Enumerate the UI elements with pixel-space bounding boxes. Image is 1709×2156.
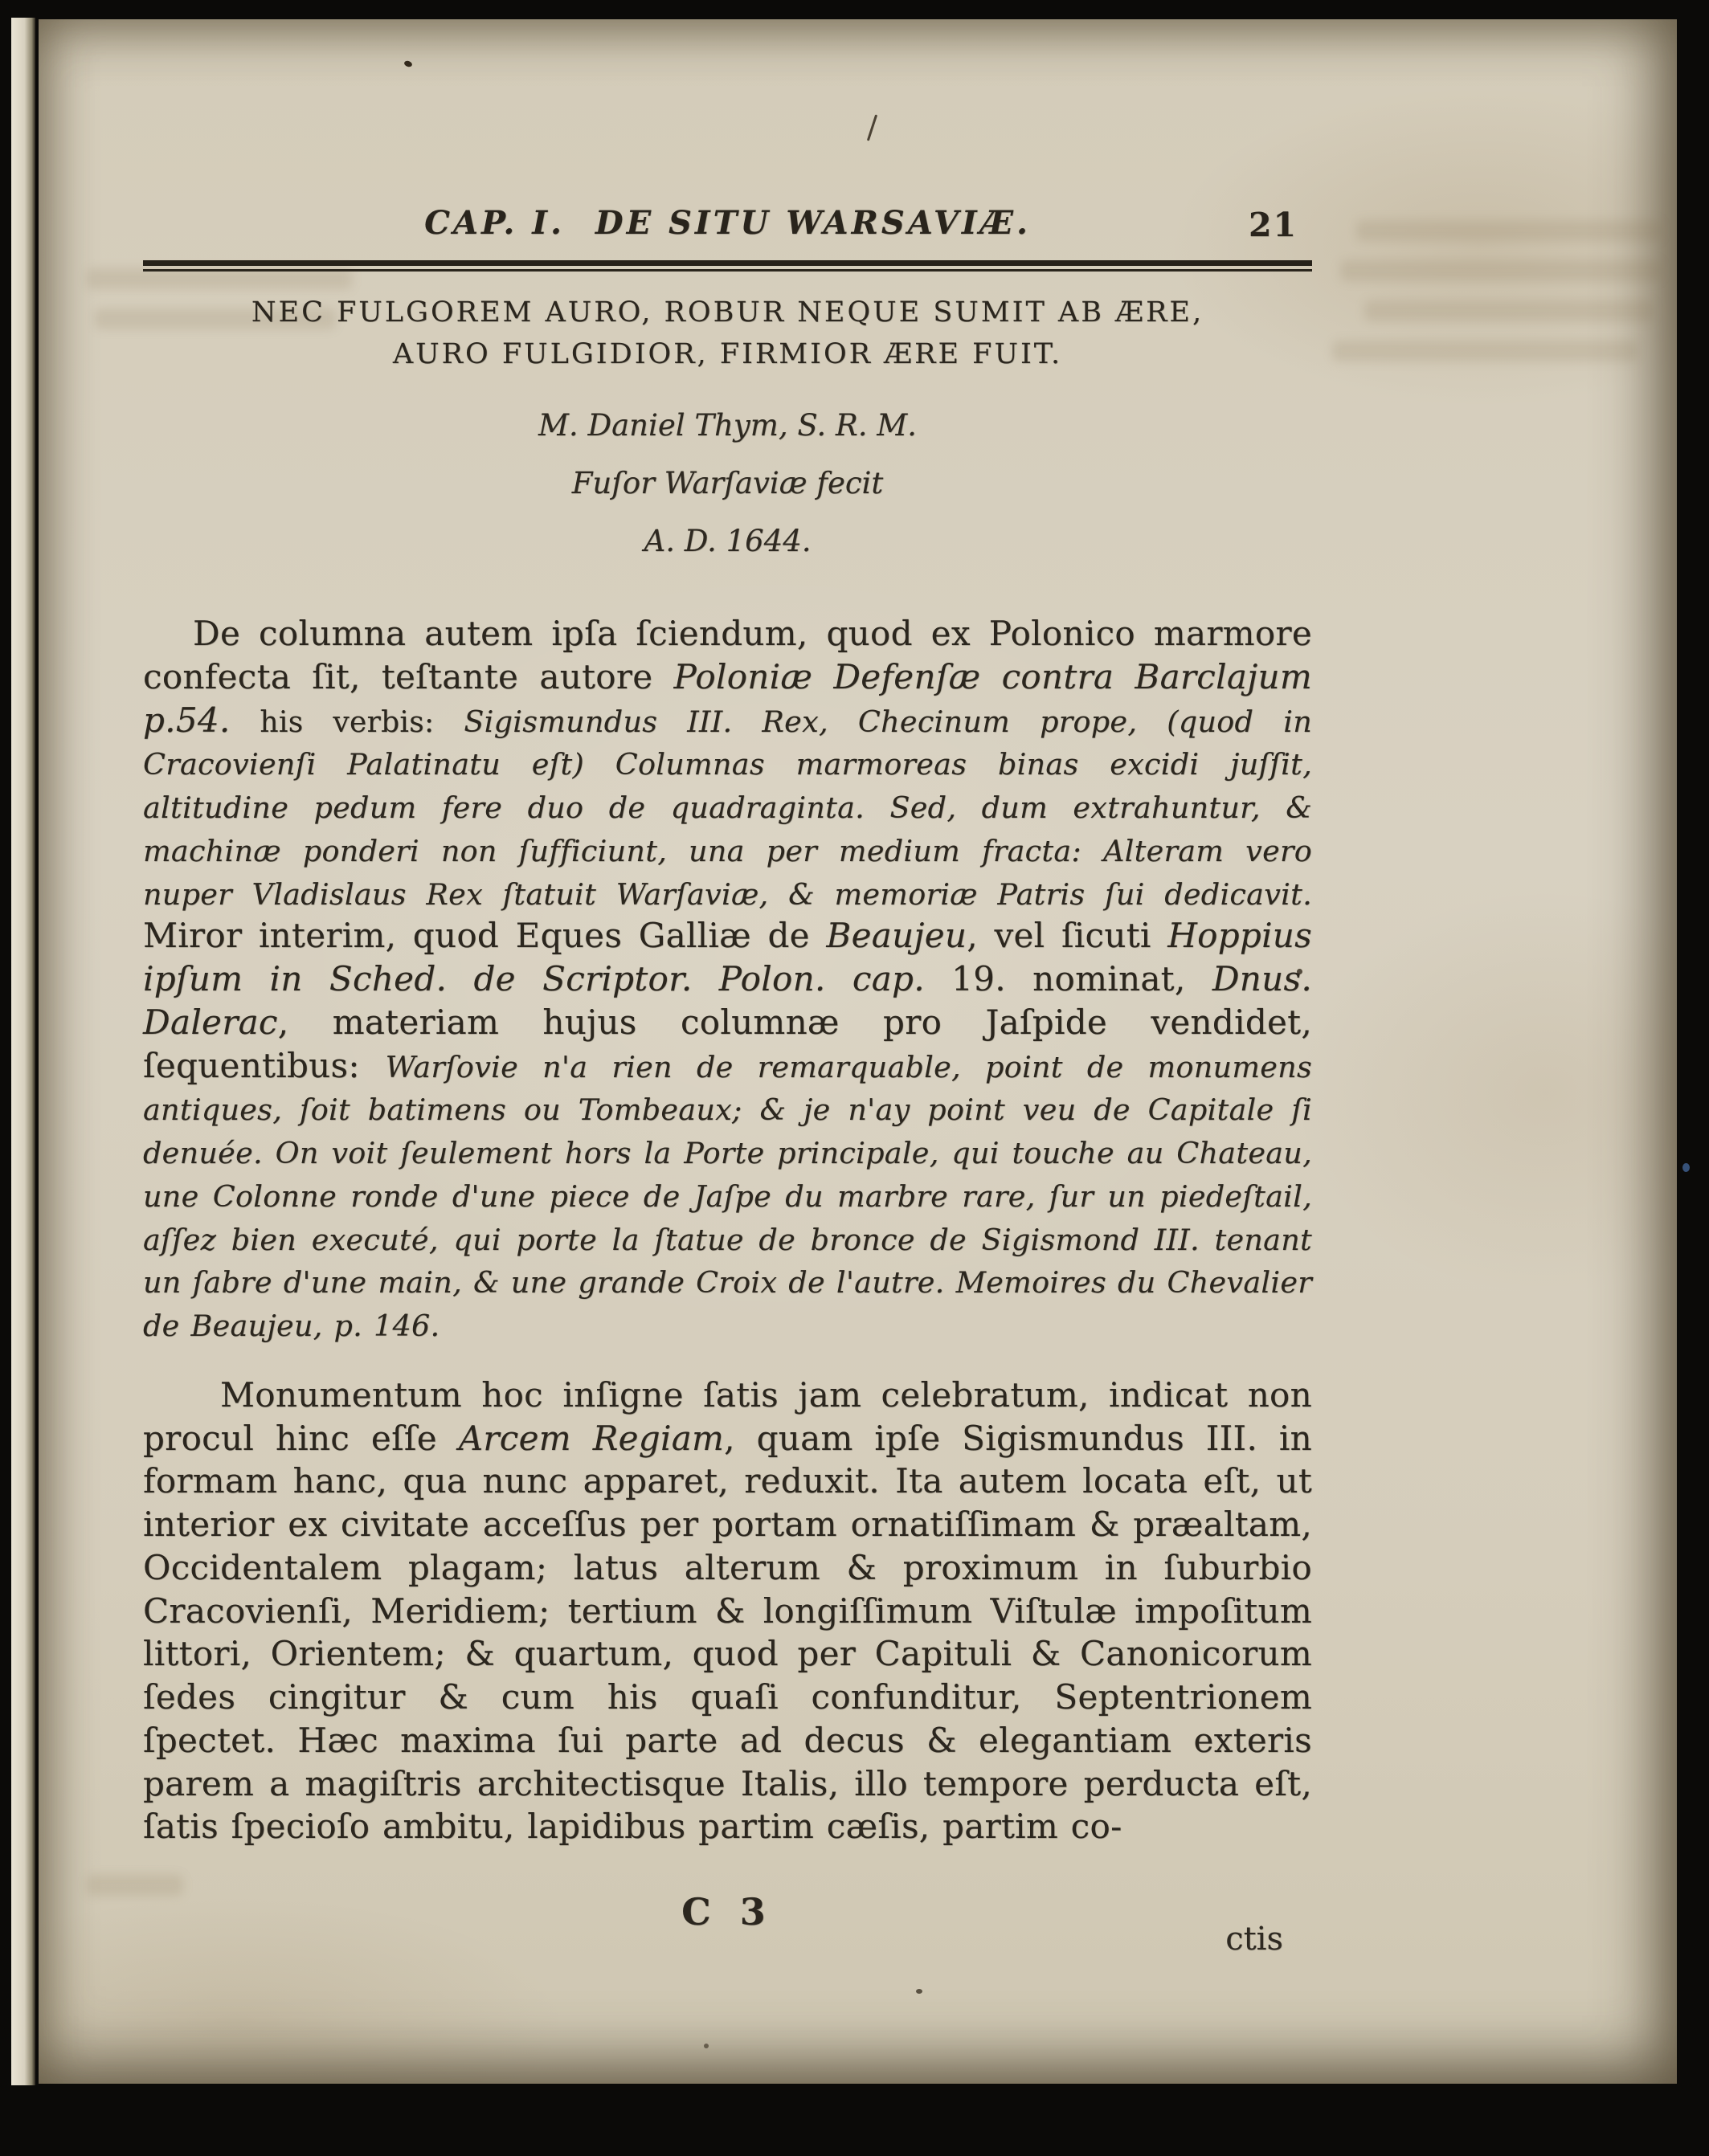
epigraph	[143, 292, 1312, 376]
body-text	[143, 612, 1312, 1848]
attribution-date: A. D. 1644.	[644, 523, 812, 558]
ink-speck	[704, 2044, 709, 2048]
epigraph-line-1: NEC FULGOREM AURO, ROBUR NEQUE SUMIT AB ÆRE,	[251, 296, 1204, 329]
signature-mark: C 3	[681, 1890, 774, 1934]
text-run: Dnus. Dalerac	[143, 959, 1312, 1042]
catchword: ctis	[1225, 1921, 1283, 1958]
text-run: Sigismundus III. Rex, Checinum prope, (quod in Cracovienſi Palatinatu eſt) Columnas marmoreas binas excidi juſſit, altitudine pedum fere duo de quadraginta. Sed, dum extrahuntur, & machinæ ponderi non ſufficiunt, una per medium fracta: Alteram vero nuper Vladislaus Rex ſtatuit Warſaviæ, & memoriæ Patris ſui dedicavit.	[143, 704, 1313, 912]
footer-row	[143, 1890, 1312, 1987]
text-run: , quam ipſe Sigismundus III. in formam hanc, qua nunc apparet, reduxit. Ita autem locata eſt, ut interior ex civitate acceſſus per portam ornatiſſimam & præaltam, Occidentalem plagam; latus alterum & proximum in ſuburbio Cracovienſi, Meridiem; tertium & longiſſimum Viſtulæ impoſitum littori, Orientem; & quartum, quod per Capituli & Canonicorum ſedes cingitur & cum his quaſi confunditur, Septentrionem ſpectet. Hæc maxima ſui parte ad decus & elegantiam exteris parem a magiſtris architectisque Italis, illo tempore perducta eſt, ſatis ſpecioſo ambitu, lapidibus partim cæſis, partim co-	[143, 1418, 1312, 1847]
bleedthrough-smudge	[1340, 260, 1662, 281]
page-edge-strip	[11, 18, 35, 2085]
text-run: Hoppius ipſum in Sched. de Scriptor. Polon. cap.	[143, 916, 1313, 999]
running-head-row	[143, 204, 1312, 249]
page-paper	[39, 19, 1677, 2084]
paragraph-2	[143, 1374, 1312, 1848]
text-run: , vel ſicuti	[967, 916, 1168, 956]
text-run: Warſovie n'a rien de remarquable, point de monumens antiques, ſoit batimens ou Tombeaux; & je n'ay point veu de Capitale ſi denuée. On voit ſeulement hors la Porte principale, qui touche au Chateau, une Colonne ronde d'une piece de Jaſpe du marbre rare, ſur un piedeſtail, aſſez bien executé, qui porte la ſtatue de bronce de Sigismond III. tenant un ſabre d'une main, & une grande Croix de l'autre. Memoires du Chevalier de Beaujeu, p. 146.	[143, 1049, 1312, 1344]
text-run: his verbis:	[230, 705, 464, 739]
text-run: Beaujeu	[826, 916, 967, 956]
ink-speck-blue	[1682, 1163, 1690, 1172]
ink-speck	[916, 1989, 922, 1994]
text-run: Monumentum hoc inſigne ſatis jam celebratum, indicat non procul hinc eſſe	[143, 1374, 1312, 1458]
text-block	[143, 19, 1312, 1987]
text-run: Poloniæ Defenſæ contra Barclajum p.54.	[143, 656, 1312, 740]
attribution-role: Fuſor Warſaviæ fecit	[571, 465, 884, 500]
text-run: Arcem Regiam	[458, 1418, 725, 1458]
page-number: 21	[1248, 206, 1298, 244]
paragraph-1	[143, 612, 1312, 1346]
attribution-author: M. Daniel Thym, S. R. M.	[538, 407, 917, 443]
head-rule-divider	[143, 260, 1312, 272]
running-head	[143, 204, 1312, 242]
attribution	[143, 397, 1312, 570]
epigraph-line-2: AURO FULGIDIOR, FIRMIOR ÆRE FUIT.	[392, 337, 1063, 370]
bleedthrough-smudge	[1332, 341, 1637, 361]
text-run: , materiam hujus columnæ pro Jaſpide vendidet, ſequentibus:	[143, 1002, 1312, 1085]
bleedthrough-smudge	[1356, 220, 1662, 241]
text-run: 19. nominat,	[924, 959, 1212, 999]
running-title: DE SITU WARSAVIÆ.	[595, 204, 1031, 242]
text-run: De columna autem ipſa ſciendum, quod ex Polonico marmore confecta ſit, teſtante autore	[143, 614, 1312, 696]
bleedthrough-smudge	[1364, 300, 1654, 321]
chapter-label: CAP. I.	[424, 204, 565, 242]
text-run: Miror interim, quod Eques Galliæ de	[143, 916, 827, 956]
